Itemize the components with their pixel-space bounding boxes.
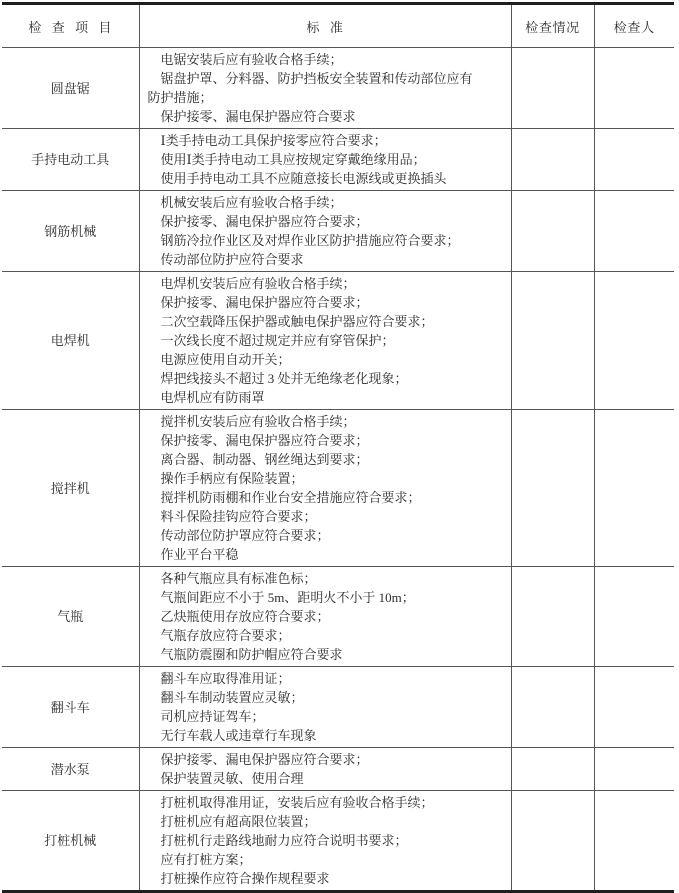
table-row-electric-welder (2, 272, 674, 410)
header-inspection-item: 检 查 项 目 (2, 5, 139, 48)
standard-line: 保护接零、漏电保护器应符合要求； (160, 752, 369, 767)
table-row-submersible-pump (2, 748, 674, 791)
standard-line: Ⅰ类手持电动工具保护接零应符合要求； (160, 133, 387, 148)
standard-line: 保护接零、漏电保护器应符合要求； (160, 214, 369, 229)
inspection-status-cell (511, 567, 594, 667)
standard-line: 无行车载人或违章行车现象 (160, 728, 317, 743)
standard-line: 气瓶间距应不小于 5m、距明火不小于 10m； (160, 590, 415, 605)
standard-line: 使用手持电动工具不应随意接长电源线或更换插头 (160, 171, 447, 186)
standards-cell (139, 791, 511, 891)
standard-line: 焊把线接头不超过 3 处并无绝缘老化现象； (160, 371, 408, 386)
standard-line: 传动部位防护罩应符合要求； (160, 528, 330, 543)
inspector-cell (594, 667, 674, 748)
standards-cell (139, 748, 511, 791)
table-row-circular-saw (2, 48, 674, 129)
item-cell: 气瓶 (2, 567, 139, 667)
inspection-status-cell (511, 791, 594, 891)
inspection-status-cell (511, 748, 594, 791)
standard-line: 乙炔瓶使用存放应符合要求； (160, 609, 330, 624)
standard-line: 电焊机安装后应有验收合格手续； (160, 276, 356, 291)
inspector-cell (594, 791, 674, 891)
table-row-handheld-power-tools (2, 129, 674, 191)
item-cell: 打桩机械 (44, 833, 97, 848)
inspection-status-cell (511, 272, 594, 410)
inspection-status-cell (511, 48, 594, 129)
standard-line: 操作手柄应有保险装置； (160, 471, 304, 486)
header-inspector: 检查人 (594, 5, 674, 48)
item-cell: 手持电动工具 (2, 129, 139, 191)
standard-line: 气瓶防震圈和防护帽应符合要求 (160, 647, 343, 662)
item-cell: 电焊机 (2, 272, 139, 410)
standard-line: 一次线长度不超过规定并应有穿管保护； (160, 333, 395, 348)
inspector-cell (594, 129, 674, 191)
standard-line: 电焊机应有防雨罩 (160, 390, 265, 405)
standards-cell (139, 129, 511, 191)
standard-line: 司机应持证驾车； (160, 709, 265, 724)
table-row-rebar-machinery (2, 191, 674, 272)
standard-line: 打桩操作应符合操作规程要求 (160, 871, 330, 886)
checklist-table (2, 5, 674, 890)
standard-line: 钢筋冷拉作业区及对焊作业区防护措施应符合要求； (160, 233, 460, 248)
standard-line: 料斗保险挂钩应符合要求； (160, 509, 317, 524)
header-row (2, 5, 674, 48)
standard-line: 打桩机应有超高限位装置； (160, 814, 317, 829)
inspector-cell (594, 748, 674, 791)
standards-cell (139, 272, 511, 410)
standard-line: 搅拌机安装后应有验收合格手续； (160, 414, 356, 429)
standards-cell (139, 410, 511, 567)
header-standard: 标 准 (139, 5, 511, 48)
table-row-gas-cylinders (2, 567, 674, 667)
standard-line: 作业平台平稳 (160, 547, 239, 562)
inspection-status-cell (511, 129, 594, 191)
standard-line: 离合器、制动器、钢丝绳达到要求； (160, 452, 369, 467)
standard-line: 机械安装后应有验收合格手续； (160, 195, 343, 210)
inspector-cell (594, 191, 674, 272)
standards-cell (139, 191, 511, 272)
standard-line: 翻斗车应取得准用证； (160, 671, 291, 686)
standard-line: 保护接零、漏电保护器应符合要求 (160, 109, 356, 124)
inspection-checklist-table (2, 2, 674, 893)
standard-line: 各种气瓶应具有标准色标； (160, 571, 317, 586)
standard-line: 应有打桩方案； (160, 852, 252, 867)
standard-line: 打桩机取得准用证，安装后应有验收合格手续； (160, 795, 434, 810)
inspector-cell (594, 410, 674, 567)
standards-cell (139, 667, 511, 748)
standard-line: 保护接零、漏电保护器应符合要求； (160, 295, 369, 310)
item-cell: 潜水泵 (2, 748, 139, 791)
standards-cell (139, 567, 511, 667)
standard-line: 保护装置灵敏、使用合理 (160, 771, 304, 786)
standard-line: 翻斗车制动装置应灵敏； (160, 690, 304, 705)
item-cell: 翻斗车 (2, 667, 139, 748)
inspector-cell (594, 567, 674, 667)
standard-line: 保护接零、漏电保护器应符合要求； (160, 433, 369, 448)
inspection-status-cell (511, 667, 594, 748)
standard-line: 二次空载降压保护器或触电保护器应符合要求； (160, 314, 434, 329)
inspector-cell (594, 272, 674, 410)
inspector-cell (594, 48, 674, 129)
standard-line: 气瓶存放应符合要求； (160, 628, 291, 643)
standard-line: 电锯安装后应有验收合格手续； (160, 52, 343, 67)
standard-line: 电源应使用自动开关； (160, 352, 291, 367)
standards-cell (139, 48, 511, 129)
table-row-piling-machinery (2, 791, 674, 891)
table-row-dump-truck (2, 667, 674, 748)
standard-line: 传动部位防护应符合要求 (160, 252, 304, 267)
item-cell: 圆盘锯 (2, 48, 139, 129)
item-cell: 钢筋机械 (2, 191, 139, 272)
header-inspection-status: 检查情况 (511, 5, 594, 48)
standard-line: 锯盘护罩、分料器、防护挡板安全装置和传动部位应有防护措施； (147, 71, 473, 105)
standard-line: 使用Ⅰ类手持电动工具应按规定穿戴绝缘用品； (160, 152, 426, 167)
inspection-status-cell (511, 191, 594, 272)
standard-line: 搅拌机防雨棚和作业台安全措施应符合要求； (160, 490, 421, 505)
item-cell: 搅拌机 (2, 410, 139, 567)
standard-line: 打桩机行走路线地耐力应符合说明书要求； (160, 833, 408, 848)
inspection-status-cell (511, 410, 594, 567)
table-row-mixer (2, 410, 674, 567)
